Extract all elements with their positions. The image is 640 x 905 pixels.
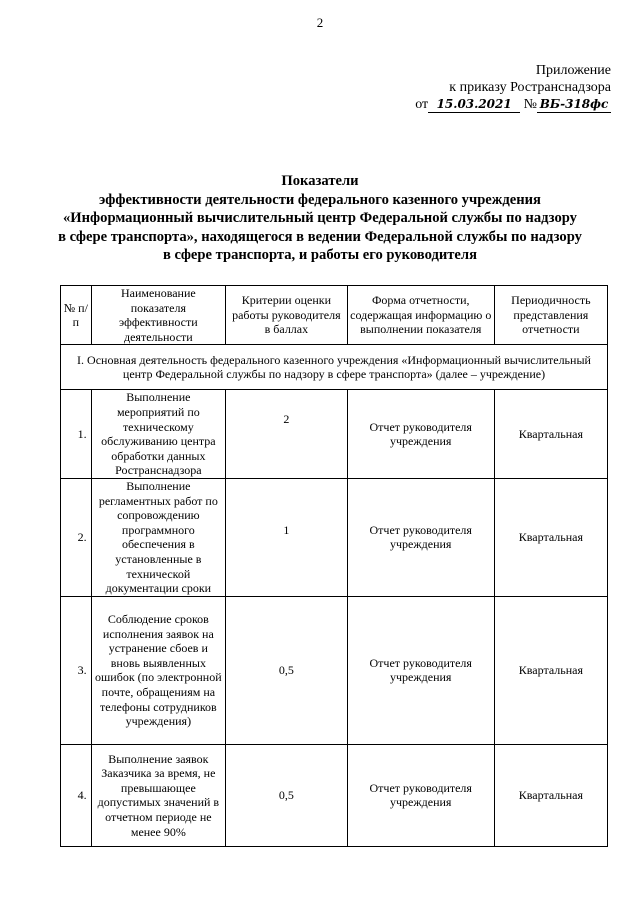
table-row [61, 596, 608, 744]
row-indicator-name: Выполнение регламентных работ по сопровождению программного обеспечения в установленные в технической документации сроки [91, 478, 225, 596]
date-prefix: от [415, 97, 429, 112]
page-number: 2 [316, 15, 324, 30]
row-score: 0,5 [226, 744, 348, 846]
row-indicator-name: Соблюдение сроков исполнения заявок на устранение сбоев и вновь выявленных ошибок (по электронной почте, обращениям на телефоны сотрудников учреждения) [91, 596, 225, 744]
header-report-form: Форма отчетности, содержащая информацию о выполнении показателя [347, 286, 494, 345]
header-indicator-name: Наименование показателя эффективности деятельности [91, 286, 225, 345]
row-score: 1 [226, 478, 348, 596]
indicators-table [60, 285, 608, 847]
row-report-form: Отчет руководителя учреждения [347, 744, 494, 846]
appendix-line-2: к приказу Ространснадзора [449, 80, 611, 95]
table-header-row [61, 286, 608, 345]
row-number: 1. [61, 390, 92, 479]
row-number: 4. [61, 744, 92, 846]
section-row [61, 345, 608, 390]
row-periodicity: Квартальная [494, 390, 607, 479]
header-periodicity: Периодичность представления отчетности [494, 286, 607, 345]
section-title: I. Основная деятельность федерального казенного учреждения «Информационный вычислительный центр Федеральной службы по надзору в сфере транспорта» (далее – учреждение) [61, 345, 608, 390]
title-line-1: Показатели [281, 173, 359, 189]
header-number: № п/п [61, 286, 92, 345]
appendix-date-line [415, 96, 611, 113]
handwritten-number: ВБ-318фс [537, 97, 611, 113]
document-title [40, 172, 600, 265]
number-prefix: № [523, 97, 537, 112]
row-score: 0,5 [226, 596, 348, 744]
row-number: 2. [61, 478, 92, 596]
row-score: 2 [226, 390, 348, 479]
row-number: 3. [61, 596, 92, 744]
title-line-5: в сфере транспорта, и работы его руководителя [163, 247, 477, 263]
row-report-form: Отчет руководителя учреждения [347, 390, 494, 479]
row-periodicity: Квартальная [494, 478, 607, 596]
handwritten-date: 15.03.2021 [428, 97, 520, 113]
header-criteria: Критерии оценки работы руководителя в баллах [226, 286, 348, 345]
table-row [61, 390, 608, 479]
appendix-block [415, 62, 611, 113]
title-line-2: эффективности деятельности федерального казенного учреждения [99, 191, 541, 208]
table-row [61, 478, 608, 596]
row-indicator-name: Выполнение мероприятий по техническому обслуживанию центра обработки данных Ространснадзора [91, 390, 225, 479]
row-periodicity: Квартальная [494, 596, 607, 744]
row-report-form: Отчет руководителя учреждения [347, 478, 494, 596]
row-indicator-name: Выполнение заявок Заказчика за время, не превышающее допустимых значений в отчетном периоде не менее 90% [91, 744, 225, 846]
row-report-form: Отчет руководителя учреждения [347, 596, 494, 744]
appendix-line-1: Приложение [535, 63, 611, 78]
table-row [61, 744, 608, 846]
title-line-4: в сфере транспорта», находящегося в ведении Федеральной службы по надзору [58, 228, 582, 245]
row-periodicity: Квартальная [494, 744, 607, 846]
title-line-3: «Информационный вычислительный центр Федеральной службы по надзору [63, 210, 577, 226]
